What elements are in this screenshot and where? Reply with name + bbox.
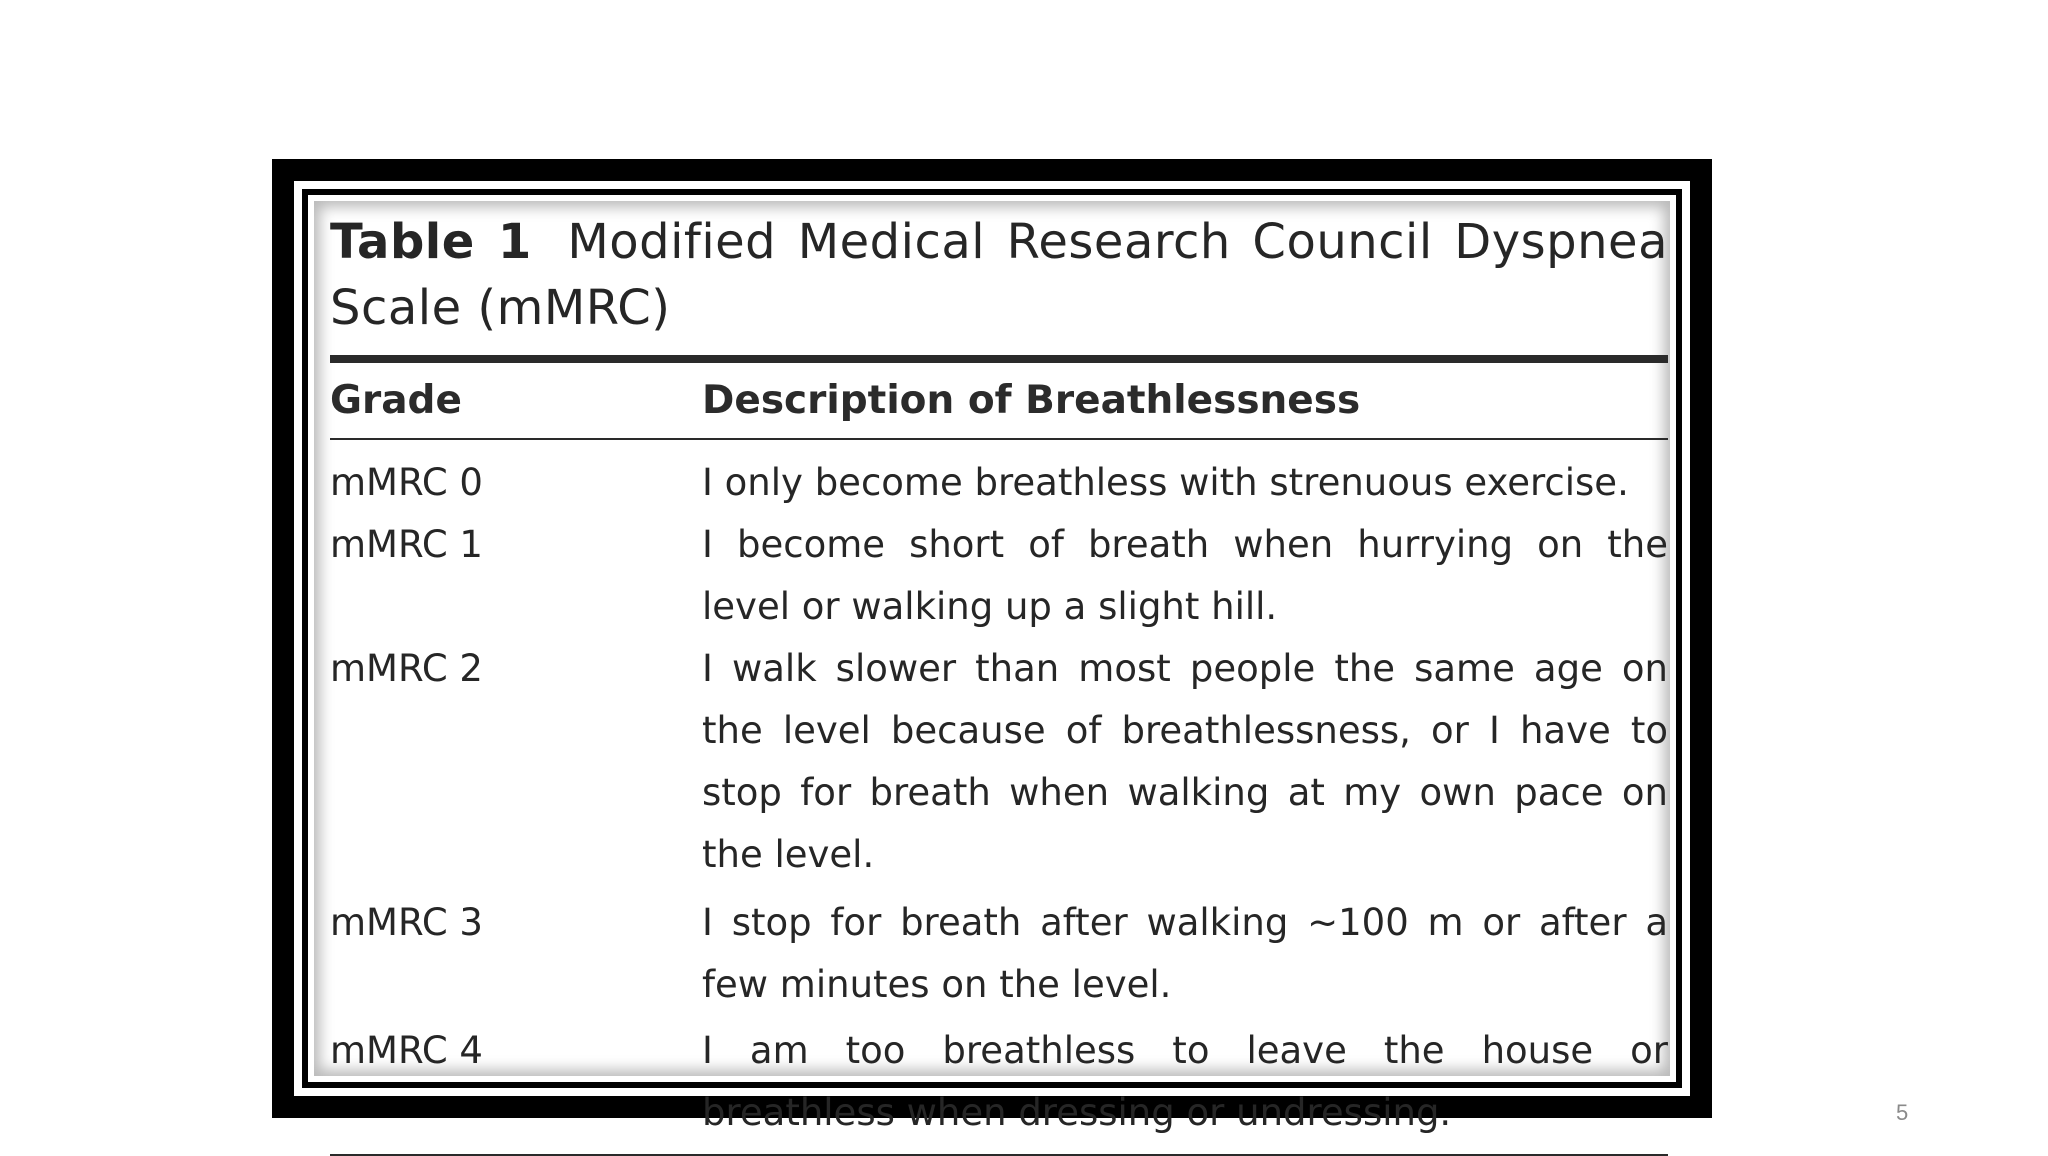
- table-row: [330, 1020, 1668, 1144]
- column-header-grade: Grade: [330, 378, 462, 423]
- description-cell: I walk slower than most people the same age on the level because of breathlessness, or I have to stop for breath when walking at my own pace on the level.: [702, 647, 1668, 876]
- slide-page-number: 5: [1896, 1100, 1909, 1125]
- table-top-rule: [330, 355, 1668, 363]
- grade-cell: mMRC 2: [330, 647, 483, 690]
- table-header-row: [330, 363, 1668, 438]
- table-row: [330, 452, 1668, 514]
- column-header-description: Description of Breathlessness: [702, 378, 1361, 423]
- table-caption: [330, 209, 1668, 341]
- grade-cell: mMRC 1: [330, 523, 483, 566]
- mmrc-table: [330, 209, 1668, 1156]
- table-body: [330, 440, 1668, 1144]
- table-title: Modified Medical Research Council Dyspnea Scale (mMRC): [330, 214, 1669, 336]
- description-cell: I stop for breath after walking ~100 m or after a few minutes on the level.: [702, 901, 1668, 1006]
- grade-cell: mMRC 4: [330, 1029, 483, 1072]
- description-cell: I become short of breath when hurrying on the level or walking up a slight hill.: [702, 523, 1668, 628]
- table-label: Table 1: [330, 214, 532, 270]
- table-image: [314, 201, 1670, 1134]
- table-row: [330, 892, 1668, 1016]
- grade-cell: mMRC 3: [330, 901, 483, 944]
- grade-cell: mMRC 0: [330, 461, 483, 504]
- frame-inner-border: [302, 189, 1682, 1134]
- picture-frame: [272, 159, 1712, 1134]
- table-row: [330, 514, 1668, 638]
- description-cell: I only become breathless with strenuous exercise.: [702, 461, 1629, 504]
- frame-mat: [294, 181, 1690, 1134]
- description-cell: I am too breathless to leave the house or breathless when dressing or undressing.: [702, 1029, 1668, 1134]
- table-row: [330, 638, 1668, 886]
